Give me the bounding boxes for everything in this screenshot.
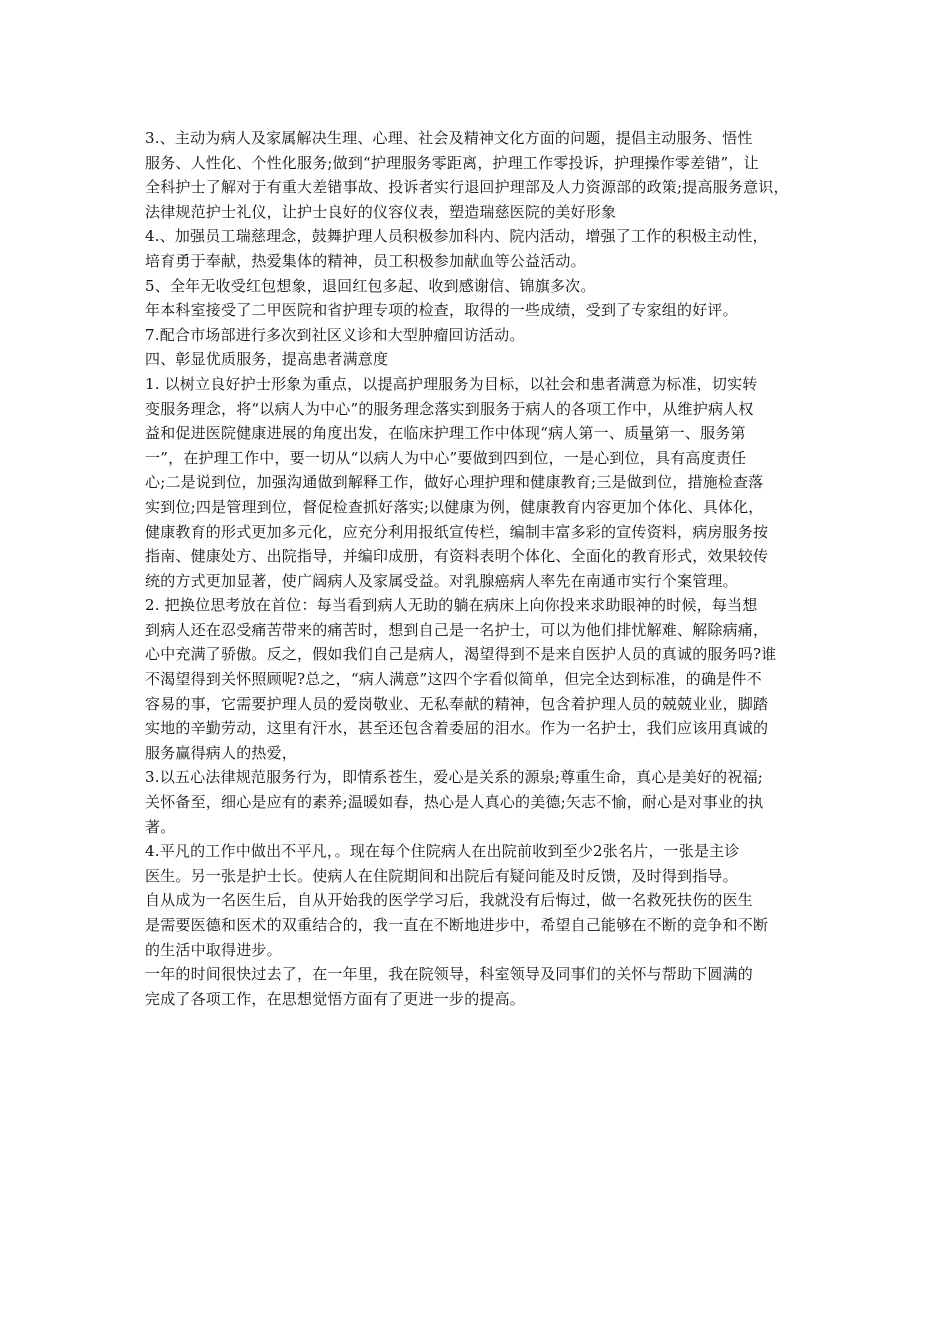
text-line: 容易的事，它需要护理人员的爱岗敬业、无私奉献的精神，包含着护理人员的兢兢业业，脚踏 <box>145 694 769 713</box>
text-line: 实地的辛勤劳动，这里有汗水，甚至还包含着委屈的泪水。作为一名护士，我们应该用真诚的 <box>145 719 769 738</box>
text-line: 实到位;四是管理到位，督促检查抓好落实;以健康为例，健康教育内容更加个体化、具体化， <box>145 497 764 516</box>
text-line: 到病人还在忍受痛苦带来的痛苦时，想到自己是一名护士，可以为他们排忧解难、解除病痛， <box>145 620 769 639</box>
text-line: 心;二是说到位，加强沟通做到解释工作，做好心理护理和健康教育;三是做到位，措施检查落 <box>145 473 764 492</box>
text-line: 培育勇于奉献，热爱集体的精神，员工积极参加献血等公益活动。 <box>145 251 586 270</box>
text-line: 7.配合市场部进行多次到社区义诊和大型肿瘤回访活动。 <box>145 325 525 344</box>
text-line: 著。 <box>145 817 176 836</box>
text-line: 3.、主动为病人及家属解决生理、心理、社会及精神文化方面的问题，提倡主动服务、悟性 <box>145 129 753 147</box>
text-line: 健康教育的形式更加多元化，应充分利用报纸宣传栏，编制丰富多彩的宣传资料，病房服务按 <box>145 522 769 541</box>
text-line: 4.、加强员工瑞慈理念，鼓舞护理人员积极参加科内、院内活动，增强了工作的积极主动性， <box>145 227 768 246</box>
text-line: 1. 以树立良好护士形象为重点，以提高护理服务为目标，以社会和患者满意为标准，切实转 <box>145 374 758 393</box>
text-line: 完成了各项工作，在思想觉悟方面有了更进一步的提高。 <box>145 989 526 1008</box>
text-line: 2. 把换位思考放在首位：每当看到病人无助的躺在病床上向你投来求助眼神的时候，每当想 <box>145 596 758 615</box>
text-line: 服务赢得病人的热爱， <box>145 743 298 762</box>
document-body <box>145 126 813 1011</box>
text-line: 3.以五心法律规范服务行为，即情系苍生，爱心是关系的源泉;尊重生命，真心是美好的祝福; <box>145 768 764 787</box>
text-line: 一年的时间很快过去了，在一年里，我在院领导，科室领导及同事们的关怀与帮助下圆满的 <box>145 965 754 984</box>
text-line: 年本科室接受了二甲医院和省护理专项的检查，取得的一些成绩，受到了专家组的好评。 <box>145 301 738 320</box>
text-line: 统的方式更加显著，使广阔病人及家属受益。对乳腺癌病人率先在南通市实行个案管理。 <box>145 571 738 590</box>
text-line: 关怀备至，细心是应有的素养;温暖如春，热心是人真心的美德;矢志不愉，耐心是对事业的执 <box>145 793 764 812</box>
text-line: 的生活中取得进步。 <box>145 940 282 959</box>
text-line: 是需要医德和医术的双重结合的，我一直在不断地进步中，希望自己能够在不断的竞争和不断 <box>145 916 769 934</box>
text-line: 5、全年无收受红包想象，退回红包多起、收到感谢信、锦旗多次。 <box>145 276 596 295</box>
text-line: 法律规范护士礼仪，让护士良好的仪容仪表，塑造瑞慈医院的美好形象 <box>145 202 617 221</box>
section-heading: 四、彰显优质服务，提高患者满意度 <box>145 350 389 369</box>
text-line: 服务、人性化、个性化服务;做到“护理服务零距离，护理工作零投诉，护理操作零差错”，让 <box>145 153 759 172</box>
text-line: 全科护士了解对于有重大差错事故、投诉者实行退回护理部及人力资源部的政策;提高服务意识， <box>145 178 789 197</box>
text-line: 自从成为一名医生后，自从开始我的医学学习后，我就没有后悔过，做一名救死扶伤的医生 <box>145 891 754 910</box>
text-line: 不渴望得到关怀照顾呢?总之，“病人满意”这四个字看似简单，但完全达到标准，的确是件不 <box>145 670 762 689</box>
text-line: 4.平凡的工作中做出不平凡，。现在每个住院病人在出院前收到至少2张名片，一张是主诊 <box>145 842 740 861</box>
text-line: 心中充满了骄傲。反之，假如我们自己是病人，渴望得到不是来自医护人员的真诚的服务吗?谁 <box>145 645 777 664</box>
text-line: 医生。另一张是护士长。使病人在住院期间和出院后有疑问能及时反馈，及时得到指导。 <box>145 866 738 885</box>
text-line: 指南、健康处方、出院指导，并编印成册，有资料表明个体化、全面化的教育形式，效果较传 <box>145 547 769 566</box>
text-line: 益和促进医院健康进展的角度出发，在临床护理工作中体现“病人第一、质量第一、服务第 <box>145 424 746 443</box>
text-line: 变服务理念，将“以病人为中心”的服务理念落实到服务于病人的各项工作中，从维护病人权 <box>145 399 754 418</box>
text-line: 一”，在护理工作中，要一切从“以病人为中心”要做到四到位，一是心到位，具有高度责任 <box>145 448 747 467</box>
